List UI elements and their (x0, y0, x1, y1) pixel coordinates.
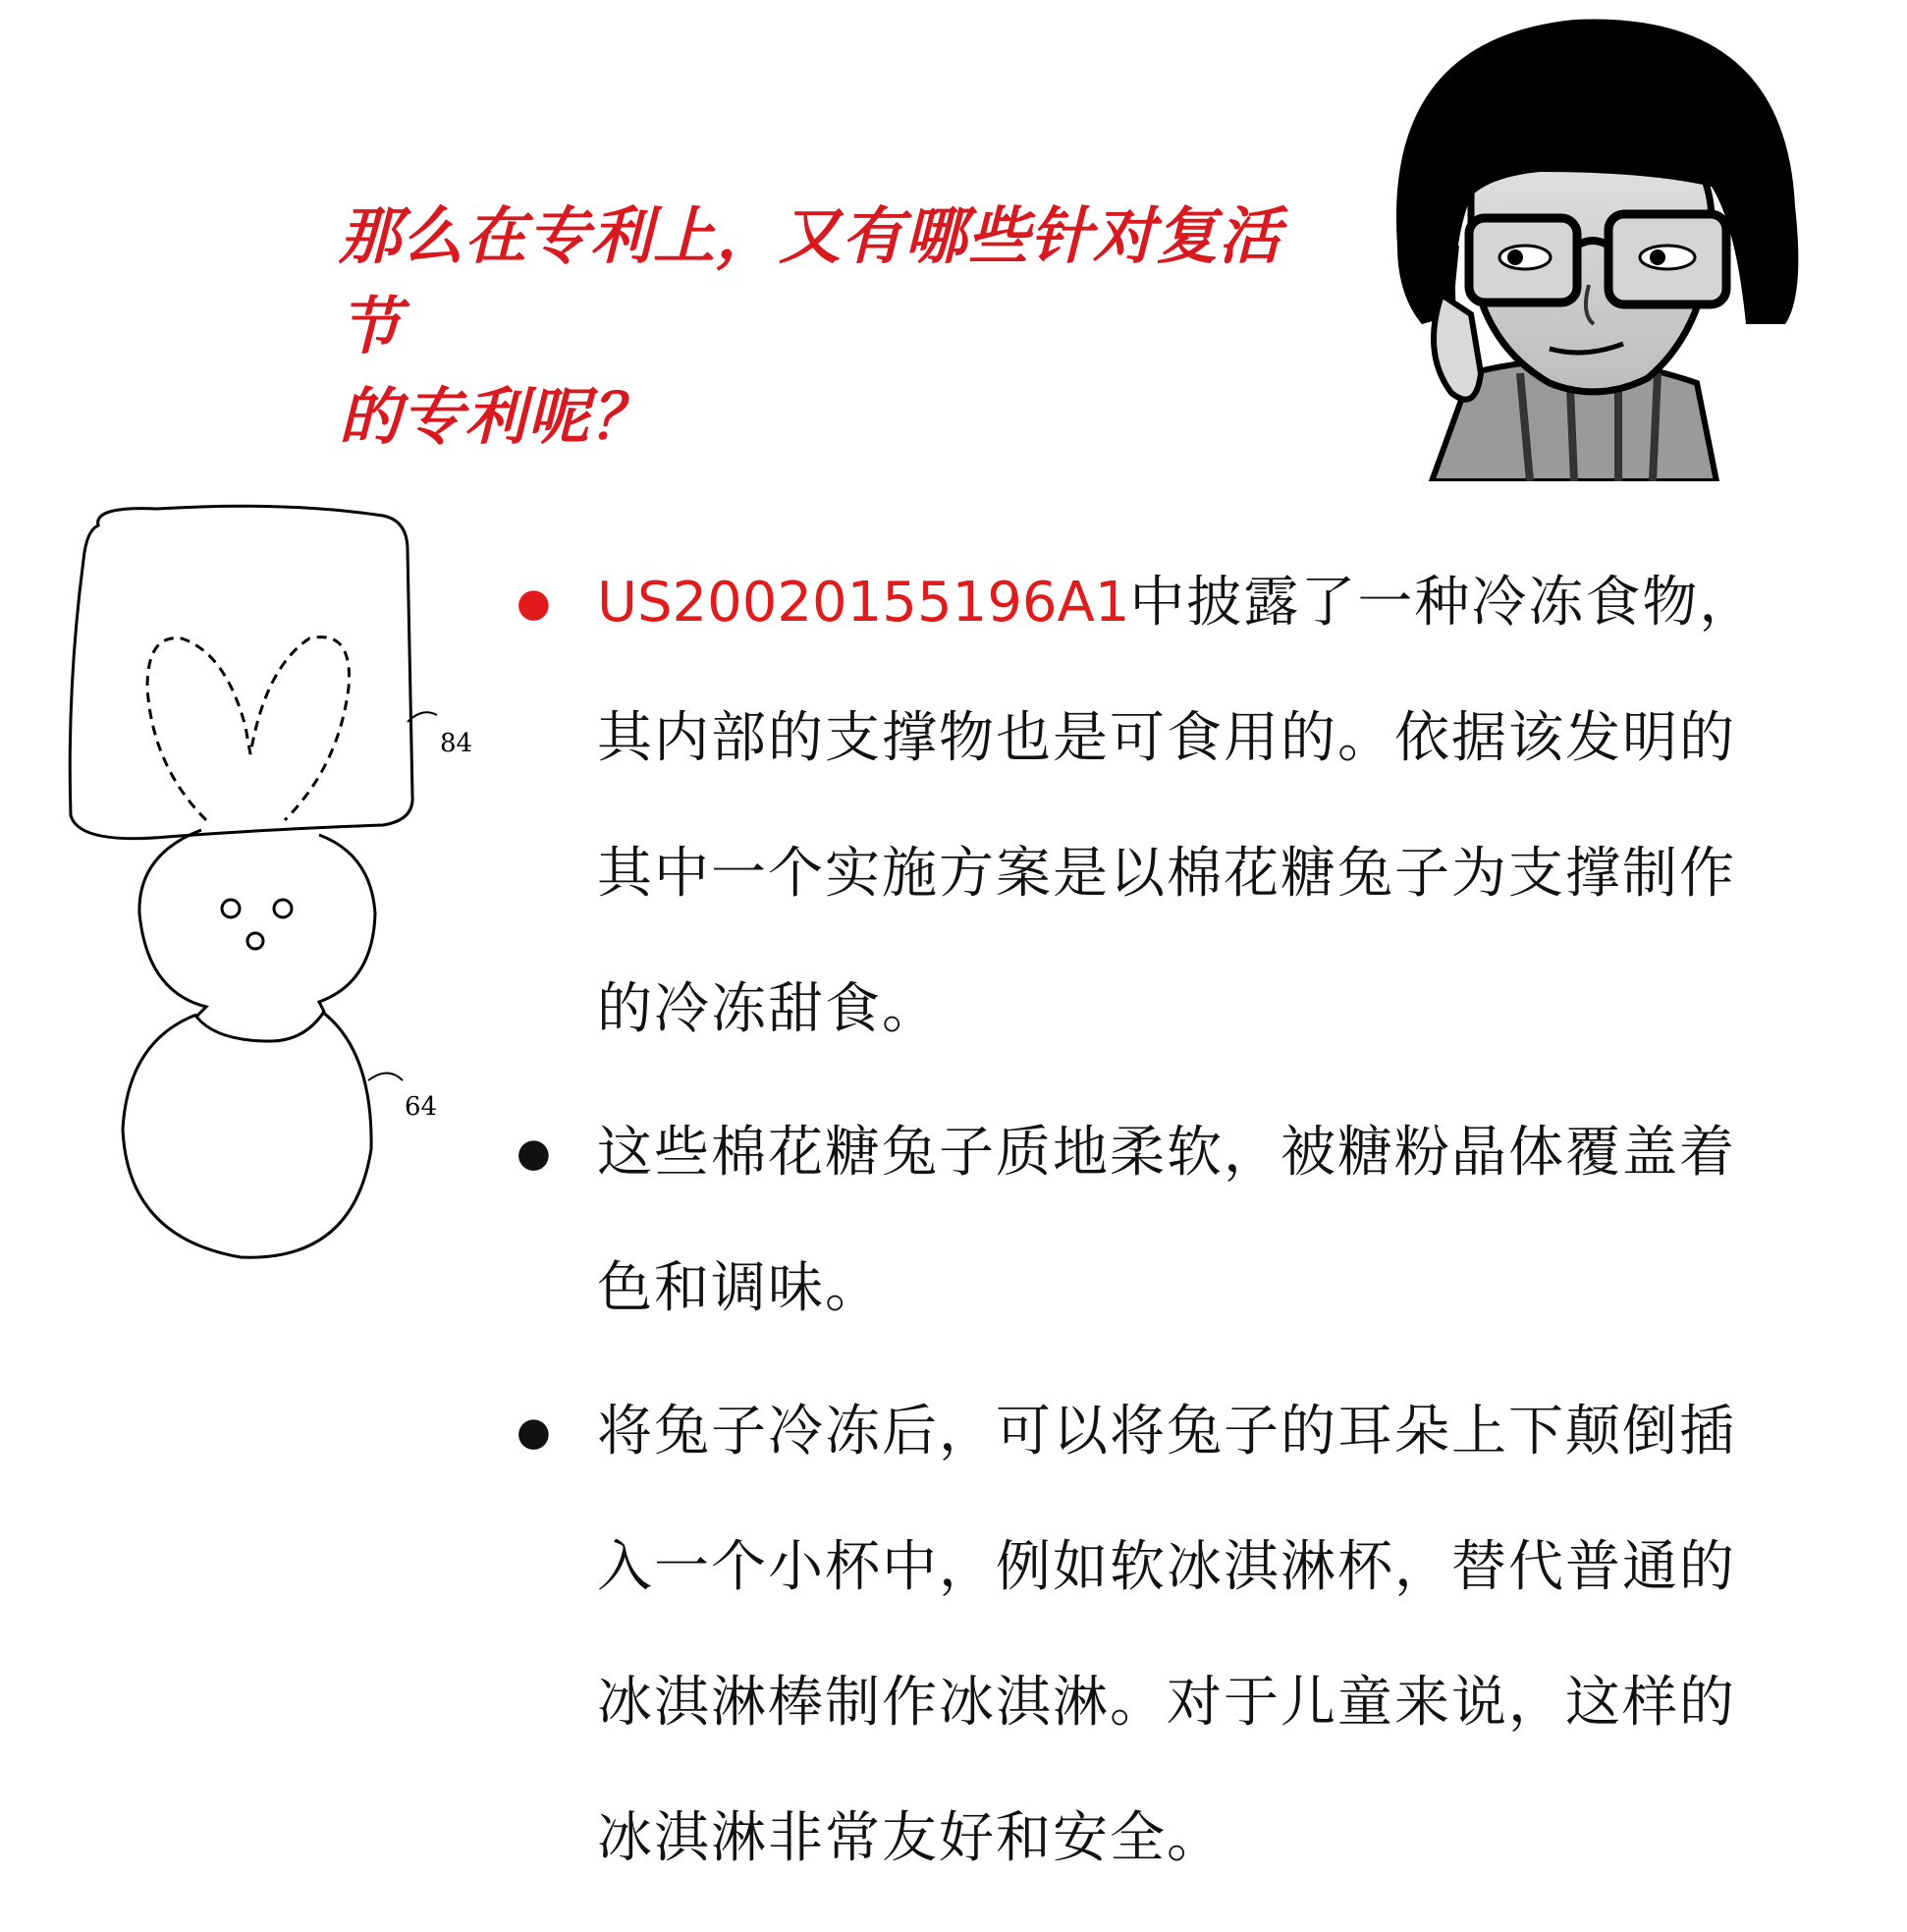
bullet-item-3 (511, 1364, 1787, 1906)
bullet-text-2: 这些棉花糖兔子质地柔软，被糖粉晶体覆盖着色和调味。 (597, 1121, 1736, 1320)
leader-line-64 (368, 1074, 403, 1081)
bullet-dot-icon: ● (517, 1409, 551, 1455)
bullet-text-3: 将兔子冷冻后，可以将兔子的耳朵上下颠倒插入一个小杯中，例如软冰淇淋杯，替代普通的冰淇淋棒制作冰淇淋。对于儿童来说，这样的冰淇淋非常友好和安全。 (597, 1400, 1736, 1870)
bullet-list (511, 535, 1787, 1914)
bullet-item-1 (511, 535, 1787, 1077)
patent-number: US20020155196A1 (597, 571, 1130, 635)
frozen-block-outline (70, 506, 412, 838)
bullet-1-body: 中披露了一种冷冻食物，其内部的支撑物也是可食用的。依据该发明的其中一个实施方案是以棉花糖兔子为支撑制作的冷冻甜食。 (597, 571, 1757, 1041)
bullet-dot-icon: ● (517, 1131, 551, 1176)
label-84: 84 (440, 729, 473, 758)
heading-line-2: 的专利呢？ (339, 381, 653, 453)
bullet-dot-icon: ● (517, 580, 551, 626)
page-heading (339, 192, 1340, 463)
marshmallow-bunny-diagram (59, 491, 511, 1336)
bullet-text-1 (597, 535, 1787, 1077)
label-64: 64 (405, 1092, 438, 1122)
bunny-nose (247, 933, 263, 949)
bunny-head (139, 830, 375, 1041)
thinking-cartoon-head-icon (1324, 0, 1844, 481)
bunny-eye-left (222, 900, 240, 917)
heading-line-1: 那么在专利上，又有哪些针对复活节 (339, 200, 1281, 362)
bunny-eye-right (274, 900, 292, 917)
bunny-body (123, 1012, 371, 1257)
bullet-item-2 (511, 1085, 1787, 1356)
bunny-ears-dashed (147, 637, 350, 820)
